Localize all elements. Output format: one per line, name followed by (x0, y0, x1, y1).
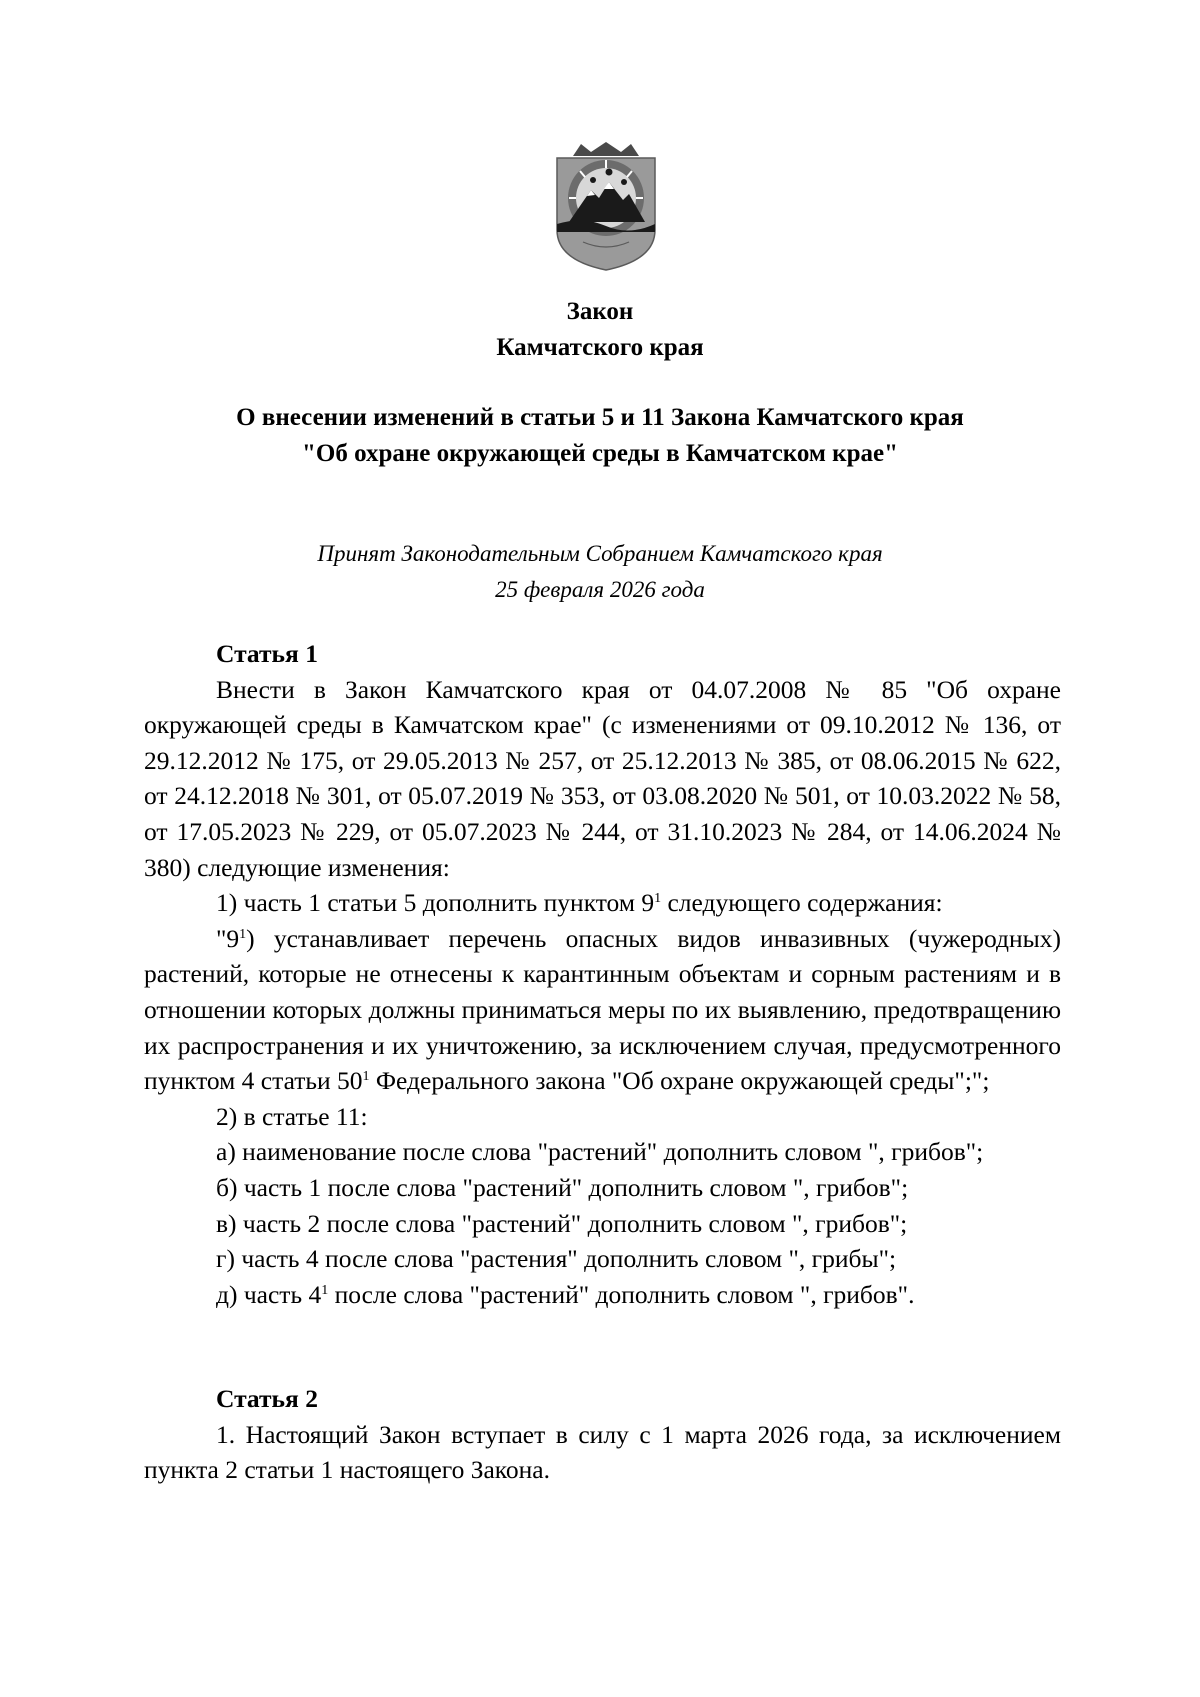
article-1-item-2c: в) часть 2 после слова "растений" дополнить словом ", грибов"; (216, 1208, 908, 1238)
article-1-heading: Статья 1 (216, 639, 318, 668)
law-label: Закон (566, 298, 634, 325)
article-2 (144, 1381, 1061, 1488)
quote-superscript-2: 1 (362, 1069, 370, 1085)
subject-line-2: "Об охране окружающей среды в Камчатском крае" (302, 440, 898, 467)
article-1-item-2e (144, 1277, 1061, 1313)
item-2e-text-b: после слова "растений" дополнить словом ", грибов". (328, 1279, 915, 1309)
article-1 (144, 636, 1061, 1312)
adopted-line-2: 25 февраля 2026 года (495, 577, 705, 602)
quote-text-a: ) устанавливает перечень опасных видов инвазивных (чужеродных) растений, которые не отнесены к карантинным объектам и сорным растениям и в отношении которых должны приниматься меры по их выявлению, предотвращению их распространения и их уничтожению, за исключением случая, предусмотренного пунктом 4 статьи 50 (144, 923, 1061, 1096)
article-1-item-1 (144, 885, 1061, 921)
article-1-item-2a: а) наименование после слова "растений" дополнить словом ", грибов"; (216, 1137, 984, 1167)
law-title (100, 294, 1100, 366)
adopted-line-1: Принят Законодательным Собранием Камчатского края (317, 541, 883, 566)
region-label: Камчатского края (496, 334, 704, 361)
subject-title (100, 400, 1100, 472)
subject-line-1: О внесении изменений в статьи 5 и 11 Закона Камчатского края (236, 404, 964, 431)
item-2e-superscript: 1 (321, 1282, 329, 1298)
item-1-text-a: 1) часть 1 статьи 5 дополнить пунктом 9 (216, 888, 655, 918)
article-2-heading: Статья 2 (216, 1384, 318, 1413)
kamchatka-coat-of-arms-icon (553, 142, 659, 272)
quote-text-b: Федерального закона "Об охране окружающей среды";"; (369, 1066, 990, 1096)
quote-open: "9 (216, 923, 240, 953)
item-1-text-b: следующего содержания: (661, 888, 943, 918)
item-1-superscript: 1 (654, 891, 662, 907)
article-1-item-2b: б) часть 1 после слова "растений" дополнить словом ", грибов"; (216, 1172, 909, 1202)
article-1-intro: Внести в Закон Камчатского края от 04.07.2008 № 85 "Об охране окружающей среды в Камчатском крае" (с изменениями от 09.10.2012 № 136, от 29.12.2012 № 175, от 29.05.2013 № 257, от 25.12.2013 № 385, от 08.06.2015 № 622, от 24.12.2018 № 301, от 05.07.2019 № 353, от 03.08.2020 № 501, от 10.03.2022 № 58, от 17.05.2023 № 229, от 05.07.2023 № 244, от 31.10.2023 № 284, от 14.06.2024 № 380) следующие изменения: (144, 674, 1061, 882)
article-1-quote (144, 921, 1061, 1099)
article-1-item-2d: г) часть 4 после слова "растения" дополнить словом ", грибы"; (216, 1244, 897, 1274)
item-2e-text-a: д) часть 4 (216, 1279, 322, 1309)
article-1-item-2: 2) в статье 11: (216, 1101, 368, 1131)
quote-superscript: 1 (239, 926, 247, 942)
article-2-item-1: 1. Настоящий Закон вступает в силу с 1 марта 2026 года, за исключением пункта 2 статьи 1 настоящего Закона. (144, 1419, 1061, 1485)
adoption-note (100, 536, 1100, 608)
